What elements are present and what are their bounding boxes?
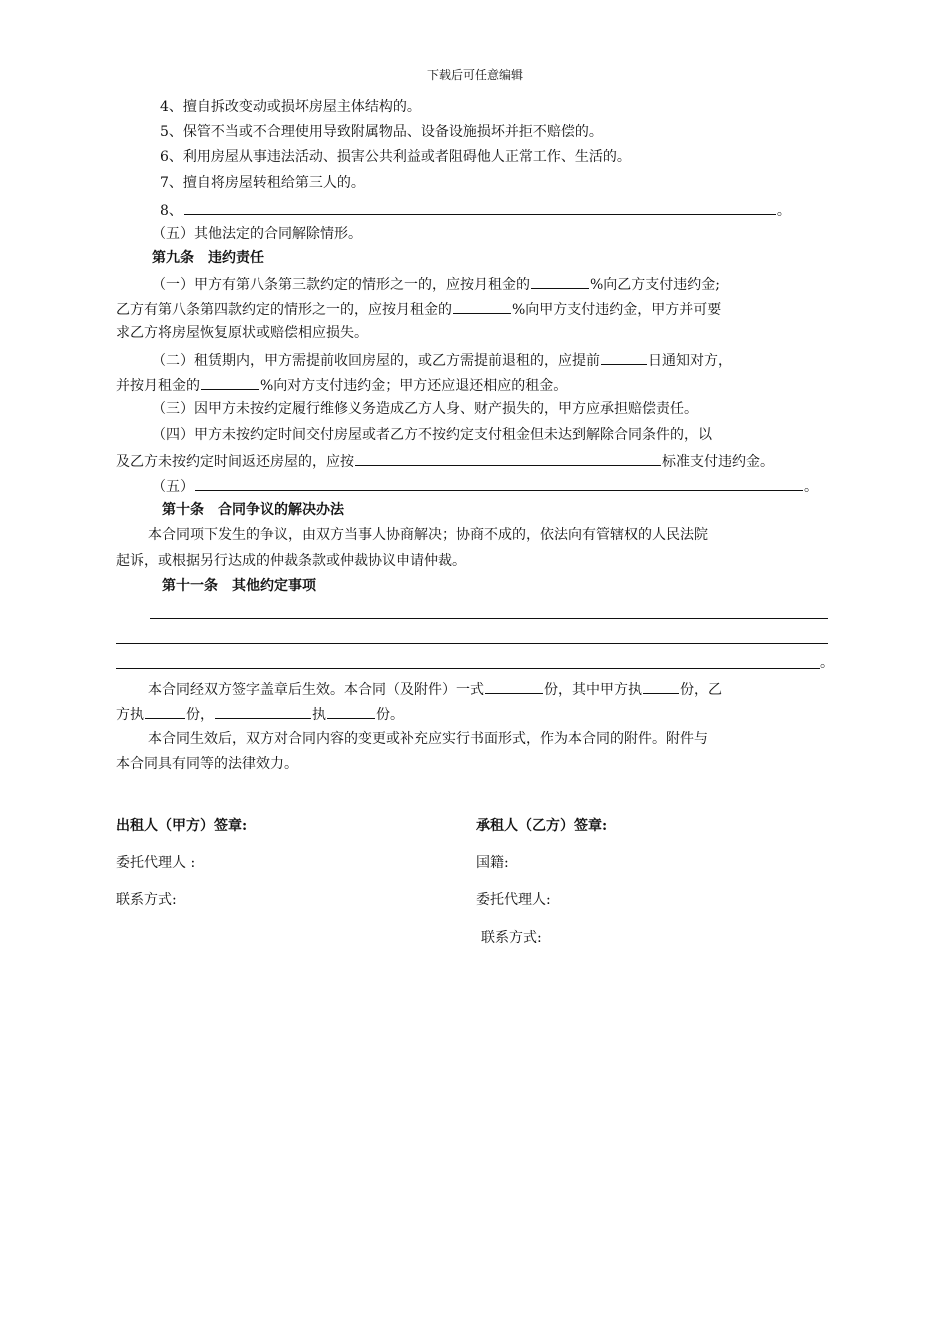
copies-other-party-blank[interactable]: [215, 703, 311, 719]
penalty-rate-blank-3[interactable]: [201, 374, 259, 390]
clause-item-8: [160, 199, 791, 221]
clause-item-8-label: 8、: [160, 203, 183, 219]
copies-total-blank[interactable]: [485, 678, 543, 694]
article-10-title: 第十条 合同争议的解决办法: [162, 502, 344, 518]
lessee-signature-title: 承租人（乙方）签章:: [476, 818, 608, 834]
art9-p1-line1: （一）甲方有第八条第三款约定的情形之一的，应按月租金的 %向乙方支付违约金;: [152, 273, 720, 295]
closing-line1: 本合同经双方签字盖章后生效。本合同（及附件）一式 份，其中甲方执 份，乙: [148, 678, 722, 700]
lessee-contact-field[interactable]: 联系方式:: [481, 930, 542, 946]
closing-line2: 方执 份， 执 份。: [116, 703, 404, 725]
notice-days-blank[interactable]: [601, 349, 647, 365]
other-terms-period: 。: [820, 655, 834, 671]
other-terms-line-1[interactable]: [150, 618, 828, 619]
art9-p4-line1: （四）甲方未按约定时间交付房屋或者乙方不按约定支付租金但未达到解除合同条件的，以: [152, 427, 712, 443]
closing-line4: 本合同具有同等的法律效力。: [116, 756, 298, 772]
lessor-agent-field[interactable]: 委托代理人 :: [116, 855, 196, 871]
clause-item-7: 7、擅自将房屋转租给第三人的。: [160, 175, 365, 191]
clause-item-5: 5、保管不当或不合理使用导致附属物品、设备设施损坏并拒不赔偿的。: [160, 124, 603, 140]
penalty-rate-blank-1[interactable]: [531, 273, 589, 289]
clause-item-6: 6、利用房屋从事违法活动、损害公共利益或者阻碍他人正常工作、生活的。: [160, 149, 631, 165]
art9-item5-blank[interactable]: [195, 475, 803, 491]
clause-item-4: 4、擅自拆改变动或损坏房屋主体结构的。: [160, 99, 421, 115]
closing-line3: 本合同生效后，双方对合同内容的变更或补充应实行书面形式，作为本合同的附件。附件与: [148, 731, 708, 747]
period: 。: [776, 203, 791, 219]
art9-p2-line2: 并按月租金的 %向对方支付违约金；甲方还应退还相应的租金。: [116, 374, 567, 396]
penalty-rate-blank-2[interactable]: [453, 298, 511, 314]
lessee-nationality-field[interactable]: 国籍:: [476, 855, 509, 871]
lessee-agent-field[interactable]: 委托代理人:: [476, 892, 551, 908]
page-header: 下载后可任意编辑: [426, 68, 523, 82]
other-terms-line-2[interactable]: [116, 643, 828, 644]
clause-item-8-blank[interactable]: [184, 199, 776, 215]
clause-other-termination: （五）其他法定的合同解除情形。: [152, 226, 362, 242]
article-11-title: 第十一条 其他约定事项: [162, 578, 316, 594]
art9-p1-line2: 乙方有第八条第四款约定的情形之一的，应按月租金的 %向甲方支付违约金，甲方并可要: [116, 298, 721, 320]
copies-other-count-blank[interactable]: [327, 703, 375, 719]
copies-lessor-blank[interactable]: [643, 678, 679, 694]
penalty-standard-blank[interactable]: [355, 450, 661, 466]
art9-p2-line1: （二）租赁期内，甲方需提前收回房屋的，或乙方需提前退租的，应提前 日通知对方，: [152, 349, 732, 371]
lessor-contact-field[interactable]: 联系方式:: [116, 892, 177, 908]
lessor-signature-title: 出租人（甲方）签章:: [116, 818, 248, 834]
art9-p3: （三）因甲方未按约定履行维修义务造成乙方人身、财产损失的，甲方应承担赔偿责任。: [152, 401, 698, 417]
art9-p1-line3: 求乙方将房屋恢复原状或赔偿相应损失。: [116, 325, 368, 341]
art9-p4-line2: 及乙方未按约定时间返还房屋的，应按 标准支付违约金。: [116, 450, 774, 472]
copies-lessee-blank[interactable]: [145, 703, 185, 719]
art9-p5: （五） 。: [152, 475, 818, 497]
other-terms-line-3[interactable]: [116, 668, 820, 669]
art10-line1: 本合同项下发生的争议，由双方当事人协商解决；协商不成的，依法向有管辖权的人民法院: [148, 527, 708, 543]
art10-line2: 起诉，或根据另行达成的仲裁条款或仲裁协议申请仲裁。: [116, 553, 466, 569]
article-9-title: 第九条 违约责任: [152, 250, 264, 266]
